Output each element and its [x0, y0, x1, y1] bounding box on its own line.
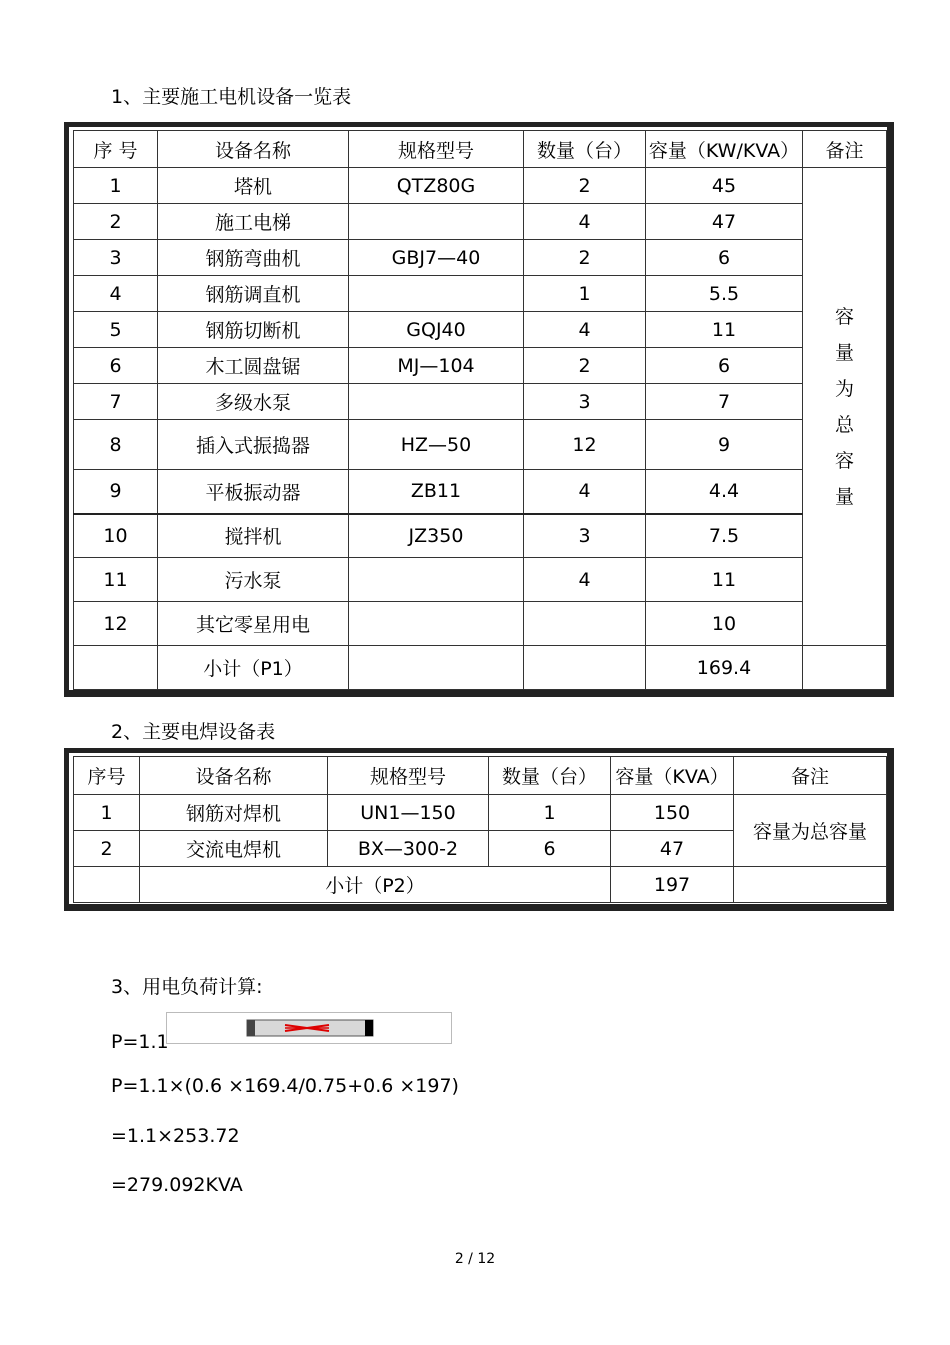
cell-equipment-name: 平板振动器	[158, 470, 349, 514]
remarks-cell: 容量为总容量	[734, 795, 887, 867]
cell-quantity: 3	[524, 514, 646, 558]
cell-capacity: 150	[611, 795, 734, 831]
cell-index: 10	[74, 514, 158, 558]
cell-index: 2	[74, 204, 158, 240]
remarks-cell	[803, 168, 887, 646]
subtotal-row	[74, 646, 887, 690]
cell-quantity: 4	[524, 558, 646, 602]
cell-equipment-name: 搅拌机	[158, 514, 349, 558]
cell-quantity: 4	[524, 312, 646, 348]
cell-index: 1	[74, 795, 140, 831]
cell-equipment-name: 木工圆盘锯	[158, 348, 349, 384]
cell-index: 2	[74, 831, 140, 867]
cell-capacity: 7	[646, 384, 803, 420]
cell-quantity: 12	[524, 420, 646, 470]
cell-model	[349, 204, 524, 240]
cell-capacity: 47	[611, 831, 734, 867]
cell-model: QTZ80G	[349, 168, 524, 204]
cell-model: HZ—50	[349, 420, 524, 470]
cell-index: 5	[74, 312, 158, 348]
cell-model	[349, 276, 524, 312]
table-row	[74, 240, 887, 276]
cell-index: 6	[74, 348, 158, 384]
remark-char: 容	[834, 449, 854, 472]
header-cell: 容量（KVA）	[611, 757, 734, 795]
cell-empty	[803, 646, 887, 690]
subtotal-value: 197	[611, 867, 734, 903]
cell-quantity: 6	[489, 831, 611, 867]
subtotal-value: 169.4	[646, 646, 803, 690]
remark-char: 为	[834, 377, 854, 400]
cell-capacity: 10	[646, 602, 803, 646]
cell-quantity: 3	[524, 384, 646, 420]
page-number: 2 / 12	[454, 1251, 496, 1267]
table-row	[74, 420, 887, 470]
formula-result: =279.092KVA	[111, 1174, 243, 1196]
header-cell: 数量（台）	[524, 131, 646, 168]
header-cell: 备注	[803, 131, 887, 168]
subtotal-label: 小计（P1）	[158, 646, 349, 690]
cell-capacity: 11	[646, 312, 803, 348]
cell-model: ZB11	[349, 470, 524, 514]
cell-capacity: 9	[646, 420, 803, 470]
cell-capacity: 6	[646, 240, 803, 276]
table-row	[74, 384, 887, 420]
cell-model: MJ—104	[349, 348, 524, 384]
cell-model: GQJ40	[349, 312, 524, 348]
motor-equipment-table	[73, 130, 887, 690]
cell-empty	[349, 646, 524, 690]
cell-quantity: 1	[489, 795, 611, 831]
cell-capacity: 11	[646, 558, 803, 602]
cell-quantity: 2	[524, 168, 646, 204]
cell-capacity: 4.4	[646, 470, 803, 514]
cell-capacity: 7.5	[646, 514, 803, 558]
cell-index: 8	[74, 420, 158, 470]
header-cell: 序 号	[74, 131, 158, 168]
table-row	[74, 795, 887, 831]
formula-p: P=1.1	[111, 1031, 169, 1053]
cell-quantity: 4	[524, 470, 646, 514]
header-cell: 规格型号	[349, 131, 524, 168]
cell-capacity: 5.5	[646, 276, 803, 312]
cell-index: 12	[74, 602, 158, 646]
cell-capacity: 47	[646, 204, 803, 240]
cell-equipment-name: 污水泵	[158, 558, 349, 602]
cell-empty	[524, 646, 646, 690]
table-header-row	[74, 757, 887, 795]
cell-equipment-name: 施工电梯	[158, 204, 349, 240]
welding-equipment-table	[73, 756, 887, 903]
cell-model: UN1—150	[328, 795, 489, 831]
cell-index: 1	[74, 168, 158, 204]
table-row	[74, 514, 887, 558]
cell-capacity: 6	[646, 348, 803, 384]
table-header-row	[74, 131, 887, 168]
remark-char: 量	[834, 485, 854, 508]
table-row	[74, 276, 887, 312]
cell-model	[349, 602, 524, 646]
cell-equipment-name: 交流电焊机	[140, 831, 328, 867]
section-3-heading: 3、用电负荷计算:	[111, 976, 263, 998]
header-cell: 数量（台）	[489, 757, 611, 795]
cell-quantity: 4	[524, 204, 646, 240]
table-row	[74, 470, 887, 514]
cell-empty	[734, 867, 887, 903]
cell-index: 9	[74, 470, 158, 514]
formula-calculation: P=1.1×(0.6 ×169.4/0.75+0.6 ×197)	[111, 1075, 459, 1097]
cell-equipment-name: 钢筋切断机	[158, 312, 349, 348]
section-1-heading: 1、主要施工电机设备一览表	[111, 86, 352, 108]
cell-capacity: 45	[646, 168, 803, 204]
cell-quantity: 1	[524, 276, 646, 312]
cell-model: JZ350	[349, 514, 524, 558]
formula-step: =1.1×253.72	[111, 1125, 240, 1147]
cell-equipment-name: 钢筋对焊机	[140, 795, 328, 831]
cell-index: 4	[74, 276, 158, 312]
formula-image	[166, 1012, 452, 1044]
header-cell: 设备名称	[140, 757, 328, 795]
cell-index: 11	[74, 558, 158, 602]
section-2-heading: 2、主要电焊设备表	[111, 721, 276, 743]
header-cell: 序号	[74, 757, 140, 795]
remark-char: 容	[834, 305, 854, 328]
cell-index: 7	[74, 384, 158, 420]
subtotal-row	[74, 867, 887, 903]
subtotal-label: 小计（P2）	[140, 867, 611, 903]
cell-model	[349, 558, 524, 602]
cell-index: 3	[74, 240, 158, 276]
table-row	[74, 312, 887, 348]
cell-equipment-name: 钢筋调直机	[158, 276, 349, 312]
cell-quantity: 2	[524, 240, 646, 276]
cell-model: BX—300-2	[328, 831, 489, 867]
cell-empty	[74, 867, 140, 903]
remark-char: 总	[834, 413, 854, 436]
table-row	[74, 558, 887, 602]
header-cell: 规格型号	[328, 757, 489, 795]
remark-char: 量	[834, 341, 854, 364]
cell-model	[349, 384, 524, 420]
cell-equipment-name: 插入式振捣器	[158, 420, 349, 470]
header-cell: 备注	[734, 757, 887, 795]
cell-equipment-name: 多级水泵	[158, 384, 349, 420]
table-row	[74, 168, 887, 204]
cell-quantity	[524, 602, 646, 646]
cell-empty	[74, 646, 158, 690]
cell-equipment-name: 钢筋弯曲机	[158, 240, 349, 276]
cell-equipment-name: 塔机	[158, 168, 349, 204]
cell-model: GBJ7—40	[349, 240, 524, 276]
table-row	[74, 602, 887, 646]
cell-quantity: 2	[524, 348, 646, 384]
formula-placeholder-icon	[167, 1013, 451, 1043]
table-row	[74, 204, 887, 240]
table-row	[74, 348, 887, 384]
header-cell: 设备名称	[158, 131, 349, 168]
header-cell: 容量（KW/KVA）	[646, 131, 803, 168]
cell-equipment-name: 其它零星用电	[158, 602, 349, 646]
